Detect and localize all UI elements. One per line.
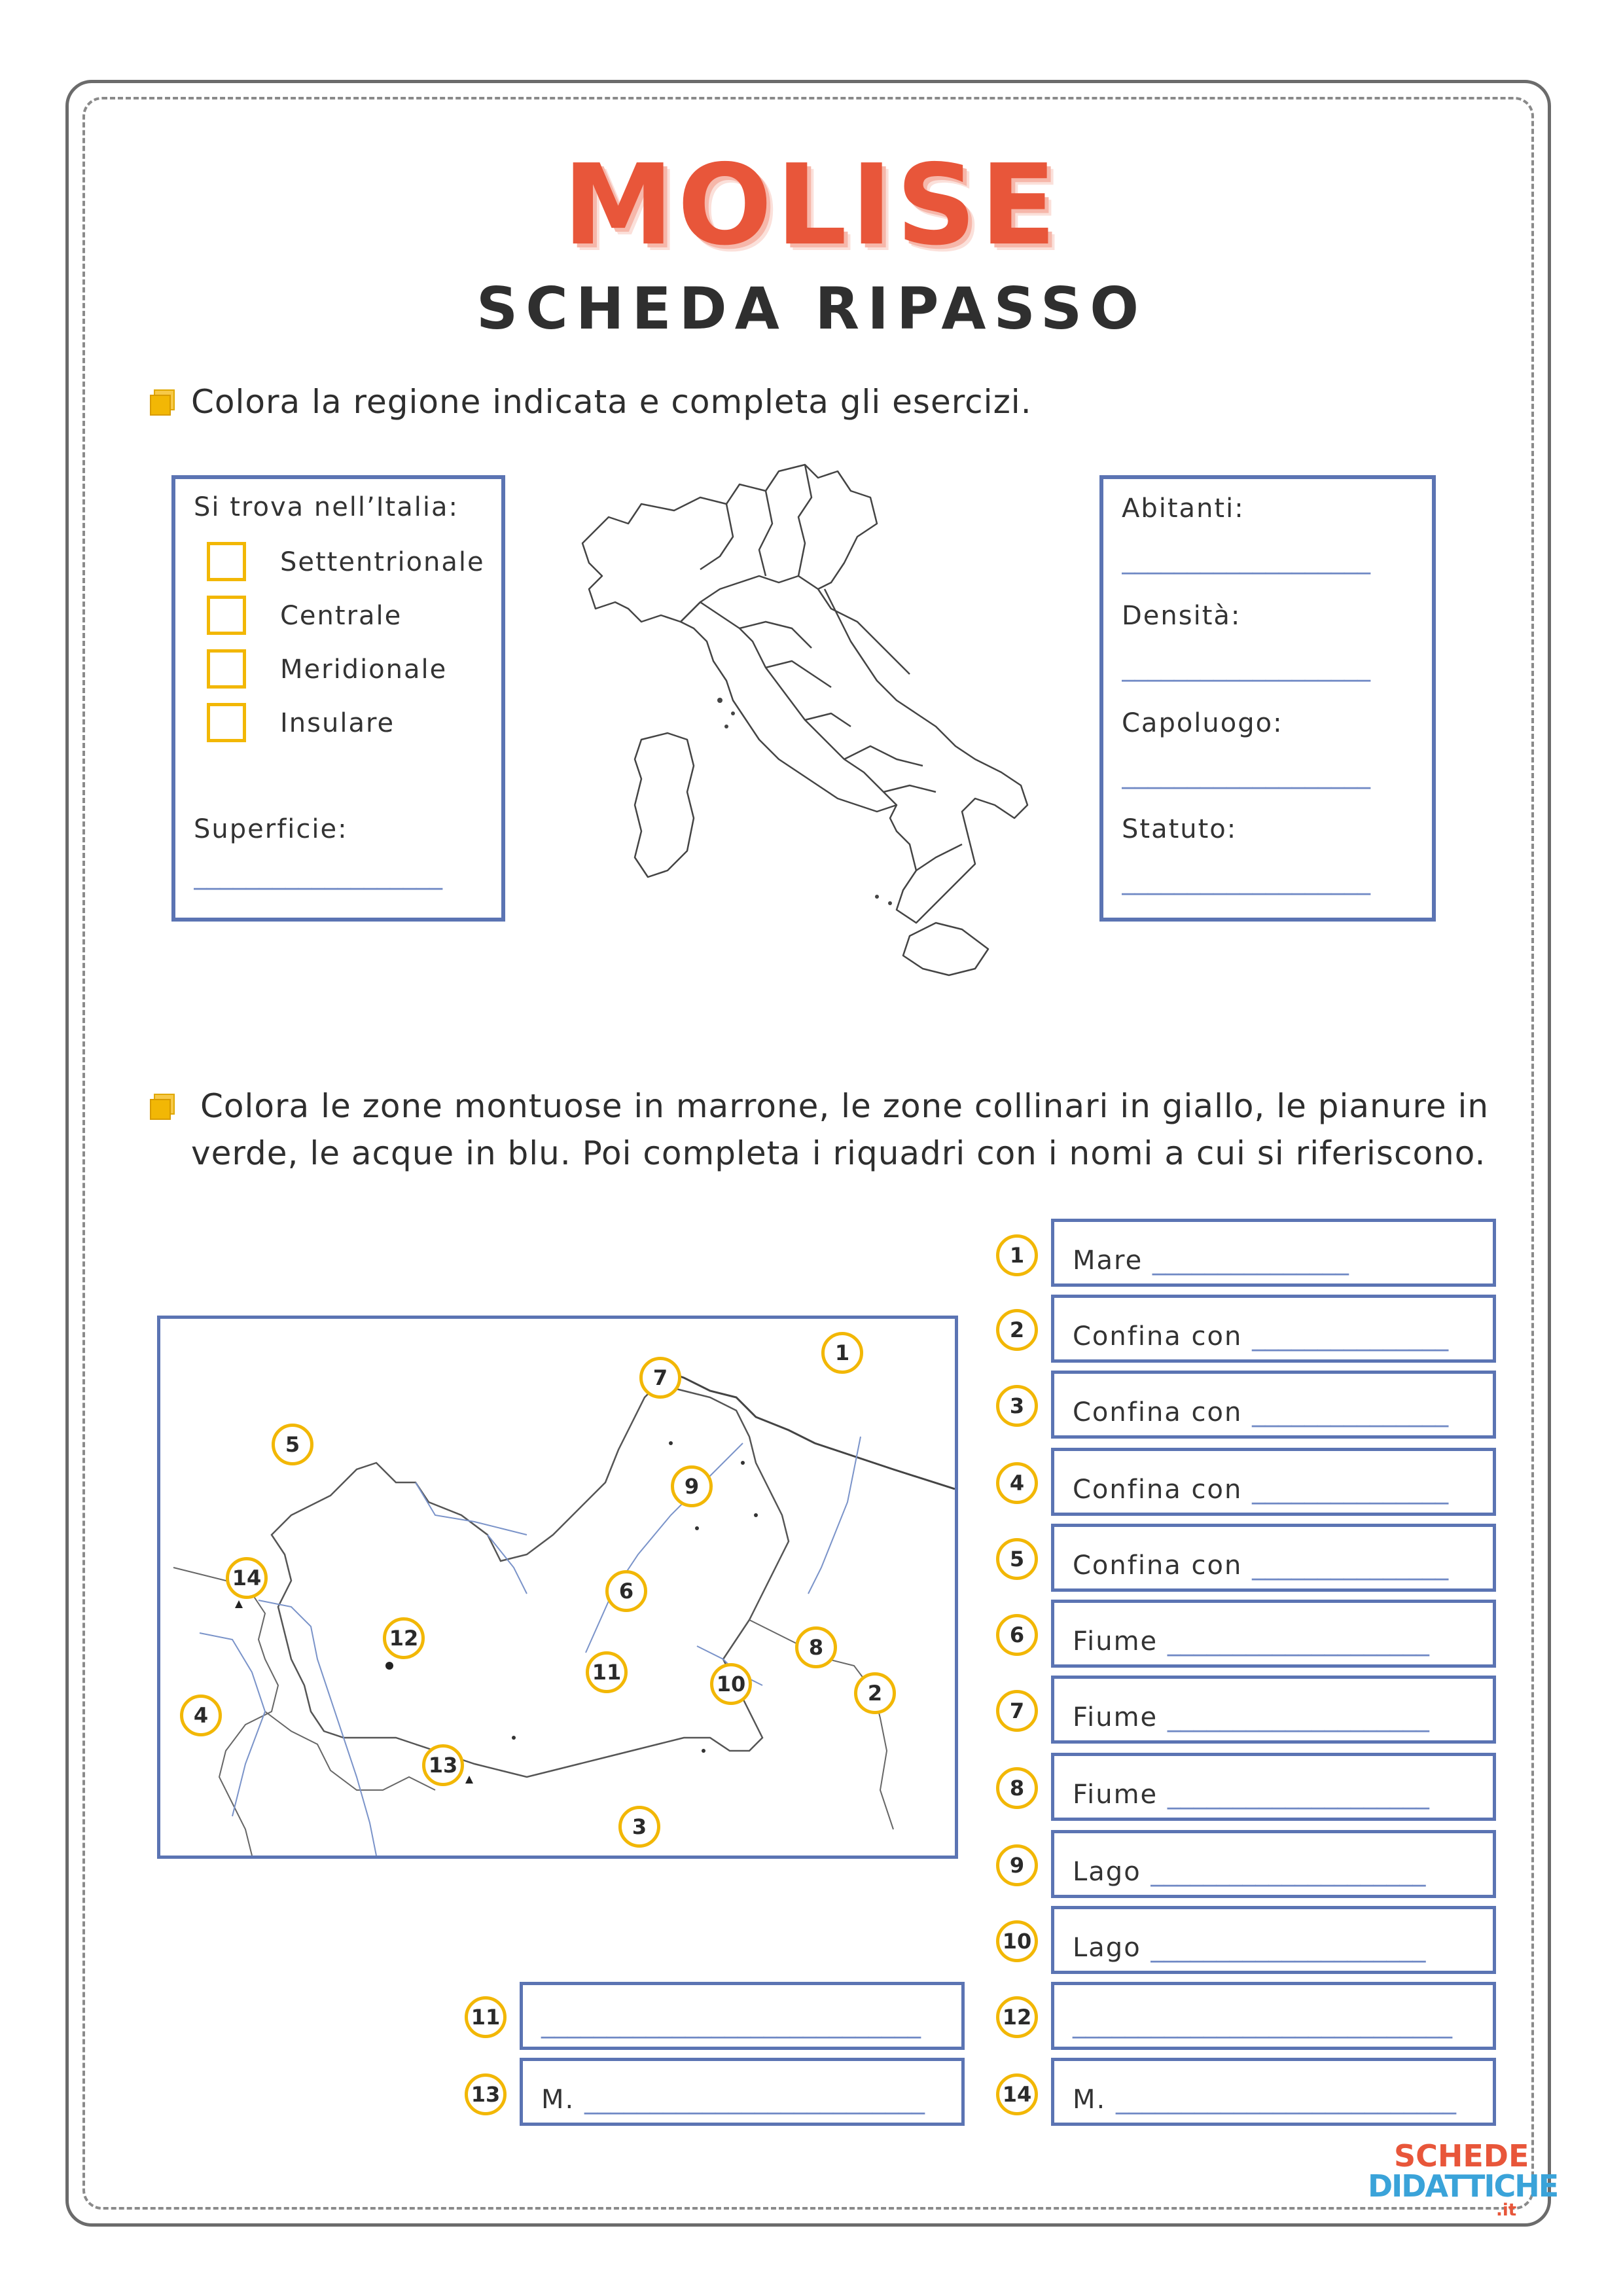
exercise2-instruction-line1: Colora le zone montuose in marrone, le zone collinari in giallo, le pianure in	[200, 1087, 1489, 1125]
answer-label-2: Confina con	[1073, 1321, 1253, 1352]
answer-box-6[interactable]	[1051, 1600, 1496, 1668]
checkbox-centrale[interactable]	[207, 596, 246, 635]
map-marker-13: 13	[422, 1744, 464, 1786]
checkbox-meridionale[interactable]	[207, 649, 246, 689]
answer-number-5: 5	[996, 1538, 1038, 1580]
page-subtitle: SCHEDA RIPASSO	[476, 275, 1147, 342]
answer-label-8: Fiume	[1073, 1780, 1168, 1810]
answer-box-4[interactable]	[1051, 1448, 1496, 1516]
answer-blank-9[interactable]: _____________________	[1150, 1857, 1426, 1887]
answer-label-5: Confina con	[1073, 1551, 1253, 1581]
map-marker-14: 14	[226, 1557, 268, 1599]
map-marker-9: 9	[671, 1465, 713, 1507]
answer-box-5[interactable]	[1051, 1524, 1496, 1592]
map-marker-8: 8	[795, 1626, 837, 1668]
checkbox-settentrionale[interactable]	[207, 542, 246, 581]
exercise2-instruction-line2: verde, le acque in blu. Poi completa i riquadri con i nomi a cui si riferiscono.	[191, 1134, 1486, 1172]
capoluogo-label: Capoluogo:	[1122, 708, 1283, 738]
surface-label: Superficie:	[194, 814, 348, 844]
answer-label-14: M.	[1073, 2085, 1116, 2115]
answer-label-10: Lago	[1073, 1933, 1151, 1963]
note-bullet-icon	[148, 1092, 178, 1122]
answer-label-1: Mare	[1073, 1246, 1152, 1276]
answer-number-4: 4	[996, 1462, 1038, 1504]
map-marker-2: 2	[854, 1672, 896, 1714]
answer-box-10[interactable]	[1051, 1906, 1496, 1974]
answer-box-13[interactable]	[520, 2058, 965, 2126]
statuto-label: Statuto:	[1122, 814, 1238, 844]
abitanti-blank[interactable]: ___________________	[1122, 545, 1370, 575]
answer-box-3[interactable]	[1051, 1371, 1496, 1439]
option-settentrionale: Settentrionale	[280, 547, 485, 577]
answer-box-7[interactable]	[1051, 1676, 1496, 1744]
answer-label-4: Confina con	[1073, 1475, 1253, 1505]
answer-blank-7[interactable]: ____________________	[1167, 1702, 1429, 1732]
abitanti-label: Abitanti:	[1122, 493, 1245, 524]
answer-number-11: 11	[465, 1996, 507, 2038]
answer-blank-5[interactable]: _______________	[1252, 1551, 1449, 1581]
note-bullet-icon	[148, 387, 178, 418]
schede-didattiche-logo	[1368, 2138, 1558, 2220]
map-marker-3: 3	[618, 1806, 660, 1848]
answer-number-7: 7	[996, 1690, 1038, 1732]
answer-blank-3[interactable]: _______________	[1252, 1397, 1449, 1427]
map-marker-11: 11	[586, 1651, 628, 1693]
answer-label-9: Lago	[1073, 1857, 1151, 1887]
answer-number-12: 12	[996, 1996, 1038, 2038]
densita-label: Densità:	[1122, 601, 1241, 631]
answer-blank-10[interactable]: _____________________	[1150, 1933, 1426, 1963]
option-centrale: Centrale	[280, 601, 402, 631]
answer-blank-13[interactable]: __________________________	[584, 2085, 925, 2115]
map-marker-12: 12	[383, 1617, 425, 1659]
logo-line2: DIDATTICHE	[1368, 2168, 1558, 2204]
answer-number-2: 2	[996, 1309, 1038, 1351]
location-label: Si trova nell’Italia:	[194, 492, 459, 522]
answer-number-9: 9	[996, 1844, 1038, 1886]
molise-map-outline	[160, 1319, 955, 1856]
option-insulare: Insulare	[280, 708, 395, 738]
capoluogo-blank[interactable]: ___________________	[1122, 759, 1370, 789]
surface-blank[interactable]: ___________________	[194, 860, 442, 890]
answer-box-12[interactable]	[1051, 1982, 1496, 2050]
answer-box-1[interactable]	[1051, 1219, 1496, 1287]
map-marker-10: 10	[710, 1663, 752, 1705]
answer-label-13: M.	[541, 2085, 584, 2115]
answer-blank-2[interactable]: _______________	[1252, 1321, 1449, 1352]
answer-number-3: 3	[996, 1385, 1038, 1427]
answer-box-14[interactable]	[1051, 2058, 1496, 2126]
map-marker-1: 1	[821, 1332, 863, 1374]
map-marker-4: 4	[180, 1695, 222, 1736]
answer-number-13: 13	[465, 2073, 507, 2115]
answer-box-8[interactable]	[1051, 1753, 1496, 1821]
answer-number-14: 14	[996, 2073, 1038, 2115]
option-meridionale: Meridionale	[280, 655, 448, 685]
answer-number-8: 8	[996, 1767, 1038, 1809]
location-box	[171, 475, 505, 922]
answer-box-11[interactable]	[520, 1982, 965, 2050]
answer-label-6: Fiume	[1073, 1626, 1168, 1657]
italy-map	[569, 452, 1041, 988]
answer-blank-4[interactable]: _______________	[1252, 1475, 1449, 1505]
page-title: MOLISE	[563, 141, 1060, 270]
answer-blank-6[interactable]: ____________________	[1167, 1626, 1429, 1657]
map-marker-7: 7	[639, 1357, 681, 1399]
exercise1-instruction: Colora la regione indicata e completa gli esercizi.	[191, 383, 1032, 421]
answer-blank-14[interactable]: __________________________	[1115, 2085, 1456, 2115]
answer-box-2[interactable]	[1051, 1295, 1496, 1363]
answer-label-7: Fiume	[1073, 1702, 1168, 1732]
checkbox-insulare[interactable]	[207, 703, 246, 742]
answer-number-10: 10	[996, 1920, 1038, 1962]
answer-blank-1[interactable]: _______________	[1152, 1246, 1349, 1276]
answer-box-9[interactable]	[1051, 1830, 1496, 1898]
statuto-blank[interactable]: ___________________	[1122, 865, 1370, 895]
map-marker-6: 6	[605, 1570, 647, 1612]
answer-number-6: 6	[996, 1614, 1038, 1656]
densita-blank[interactable]: ___________________	[1122, 652, 1370, 682]
data-box	[1099, 475, 1436, 922]
answer-blank-8[interactable]: ____________________	[1167, 1780, 1429, 1810]
answer-label-3: Confina con	[1073, 1397, 1253, 1427]
answer-blank-11[interactable]: _____________________________	[541, 2009, 921, 2039]
logo-line1: SCHEDE	[1394, 2138, 1529, 2174]
logo-suffix: .it	[1496, 2200, 1517, 2220]
answer-number-1: 1	[996, 1234, 1038, 1276]
map-marker-5: 5	[272, 1424, 313, 1465]
molise-map	[157, 1316, 958, 1859]
answer-blank-12[interactable]: _____________________________	[1073, 2009, 1452, 2039]
